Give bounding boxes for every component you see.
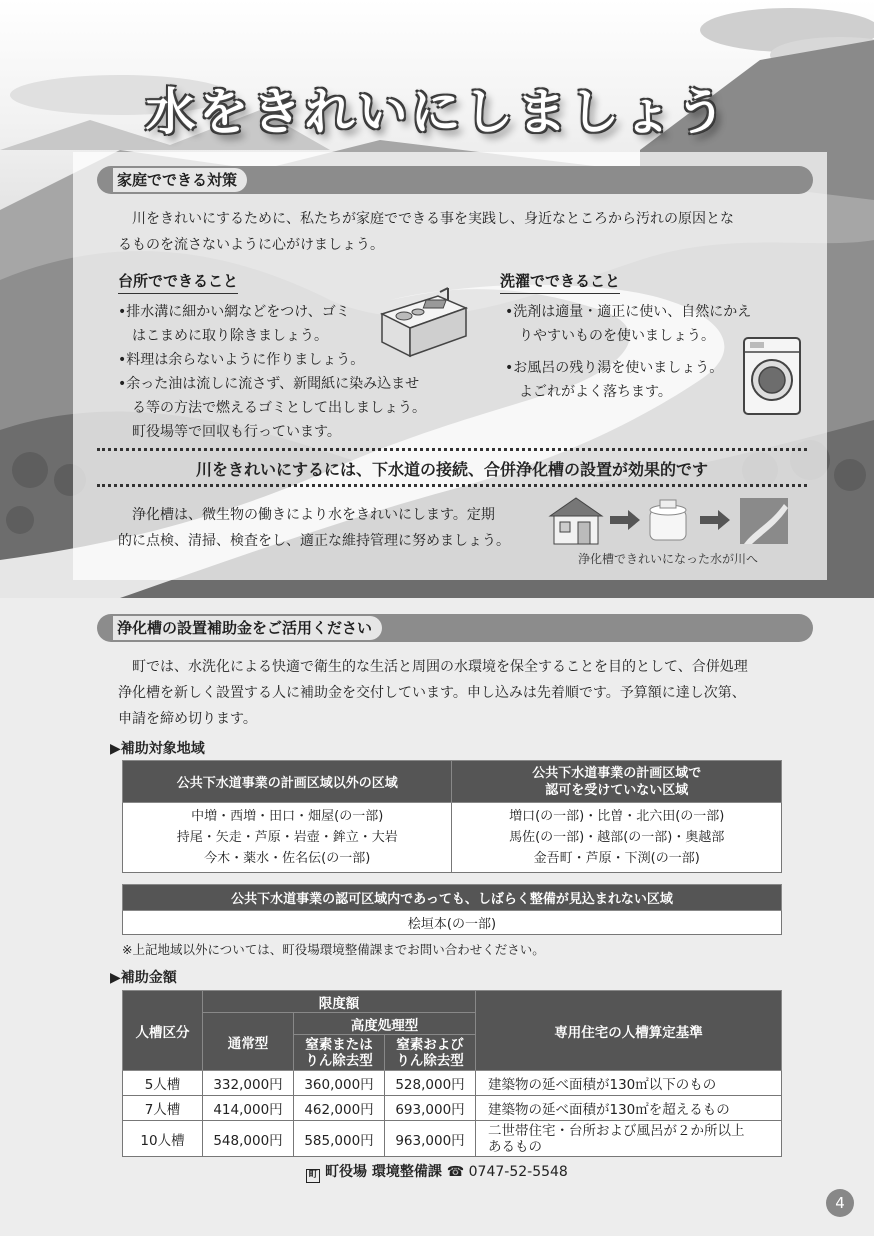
subsidy-section-bar [97,614,813,642]
river-icon [740,498,788,544]
subsidy-intro [118,654,818,732]
laundry-heading: 洗濯でできること [500,270,620,294]
septic-text [118,502,548,554]
header-line: 窒素または [305,1036,373,1053]
arrow-right-icon [610,510,640,530]
list-item: 町役場等で回収も行っています。 [118,424,341,440]
amount-header-advanced: 高度処理型 [294,1013,476,1035]
area-col2-header-line: 公共下水道事業の計画区域で [532,765,702,781]
area-col1-cell [123,803,452,873]
list-item: •余った油は流しに流さず、新聞紙に染み込ませ [118,376,420,392]
laundry-list [505,300,765,404]
household-heading: 家庭でできる対策 [113,168,247,192]
header-line: りん除去型 [396,1052,464,1069]
amount-label: ▶補助金額 [110,970,177,986]
table-row [123,1071,782,1096]
row-adv1: 462,000円 [294,1096,385,1121]
divider [97,448,807,451]
amount-header-category: 人槽区分 [123,991,203,1071]
row-adv1: 585,000円 [294,1121,385,1157]
row-criteria: 建築物の延べ面積が130㎡を超えるもの [476,1096,782,1121]
area-note: ※上記地域以外については、町役場環境整備課までお問い合わせください。 [122,942,545,957]
amount-header-adv1 [294,1035,385,1071]
house-icon [550,498,602,544]
row-adv2: 963,000円 [385,1121,476,1157]
household-intro-line: 川をきれいにするために、私たちが家庭でできる事を実践し、身近なところから汚れの原因とな [118,211,734,227]
area-col1-header: 公共下水道事業の計画区域以外の区域 [123,761,452,803]
table-row [123,1096,782,1121]
amount-table [122,990,782,1157]
footer-dept: 町役場 環境整備課 [325,1164,442,1180]
list-item: •排水溝に細かい網などをつけ、ゴミ [118,304,350,320]
page-number: 4 [826,1189,854,1217]
kitchen-sink-icon [378,284,470,358]
contact-footer [0,1161,874,1183]
row-criteria [476,1121,782,1157]
area-table-2 [122,884,782,935]
area-col2-header [452,761,782,803]
row-standard: 414,000円 [203,1096,294,1121]
row-category: 5人槽 [123,1071,203,1096]
area-label: ▶補助対象地域 [110,741,205,757]
subsidy-heading: 浄化槽の設置補助金をご活用ください [113,616,382,640]
septic-text-line: 的に点検、清掃、検査をし、適正な維持管理に努めましょう。 [118,533,510,549]
area-line: 増口(の一部)・比曽・北六田(の一部) [509,809,725,824]
area-line: 持尾・矢走・芦原・岩壺・鉾立・大岩 [176,830,398,845]
subsidy-intro-line: 町では、水洗化による快適で衛生的な生活と周囲の水環境を保全することを目的として、合併処理 [118,659,748,675]
row-adv2: 693,000円 [385,1096,476,1121]
subsidy-intro-line: 浄化槽を新しく設置する人に補助金を交付しています。申し込みは先着順です。予算額に達し次第、 [118,685,746,701]
page-title: 水をきれいにしましょう [145,83,729,141]
list-item: •料理は余らないように作りましょう。 [118,352,365,368]
area-line: 中増・西増・田口・畑屋(の一部) [191,809,384,824]
list-item: •お風呂の残り湯を使いましょう。 [505,360,724,376]
septic-tank-icon [650,500,686,540]
area-col2-cell [452,803,782,873]
key-message: 川をきれいにするには、下水道の接続、合併浄化槽の設置が効果的です [195,460,708,479]
row-criteria: 建築物の延べ面積が130㎡以下のもの [476,1071,782,1096]
amount-header-criteria: 専用住宅の人槽算定基準 [476,991,782,1071]
washing-machine-icon [742,336,802,416]
area-table [122,760,782,873]
list-item: はこまめに取り除きましょう。 [118,328,328,344]
criteria-line: あるもの [488,1138,542,1155]
header-line: りん除去型 [305,1052,373,1069]
household-intro-line: るものを流さないように心がけましょう。 [118,237,384,253]
row-adv2: 528,000円 [385,1071,476,1096]
row-standard: 548,000円 [203,1121,294,1157]
amount-header-adv2 [385,1035,476,1071]
subsidy-intro-line: 申請を締め切ります。 [118,711,257,727]
area-line: 金吾町・芦原・下渕(の一部) [533,851,700,866]
row-standard: 332,000円 [203,1071,294,1096]
household-intro [118,206,808,258]
area-line: 今木・薬水・佐名伝(の一部) [204,851,371,866]
header-line: 窒素および [396,1036,464,1053]
amount-header-limit: 限度額 [203,991,476,1013]
amount-header-standard: 通常型 [203,1013,294,1071]
row-category: 10人槽 [123,1121,203,1157]
row-category: 7人槽 [123,1096,203,1121]
area-col2-header-line: 認可を受けていない区域 [545,782,689,798]
list-item: る等の方法で燃えるゴミとして出しましょう。 [118,400,426,416]
footer-phone: ☎ 0747-52-5548 [446,1164,568,1180]
list-item: よごれがよく落ちます。 [505,384,672,400]
list-item: りやすいものを使いましょう。 [505,328,715,344]
criteria-line: 二世帯住宅・台所および風呂が２か所以上 [488,1122,745,1139]
area-table-2-value: 桧垣本(の一部) [123,911,782,935]
arrow-right-icon [700,510,730,530]
kitchen-heading: 台所でできること [118,270,238,294]
divider [97,484,807,487]
table-row [123,1121,782,1157]
household-section-bar [97,166,813,194]
row-adv1: 360,000円 [294,1071,385,1096]
list-item: •洗剤は適量・適正に使い、自然にかえ [505,304,752,320]
septic-flow-illustration [548,494,790,546]
area-line: 馬佐(の一部)・越部(の一部)・奥越部 [509,830,725,845]
town-hall-icon: 町 [306,1169,320,1183]
area-table-2-header: 公共下水道事業の認可区域内であっても、しばらく整備が見込まれない区域 [123,885,782,911]
flow-caption: 浄化槽できれいになった水が川へ [578,552,759,566]
septic-text-line: 浄化槽は、微生物の働きにより水をきれいにします。定期 [118,507,495,523]
